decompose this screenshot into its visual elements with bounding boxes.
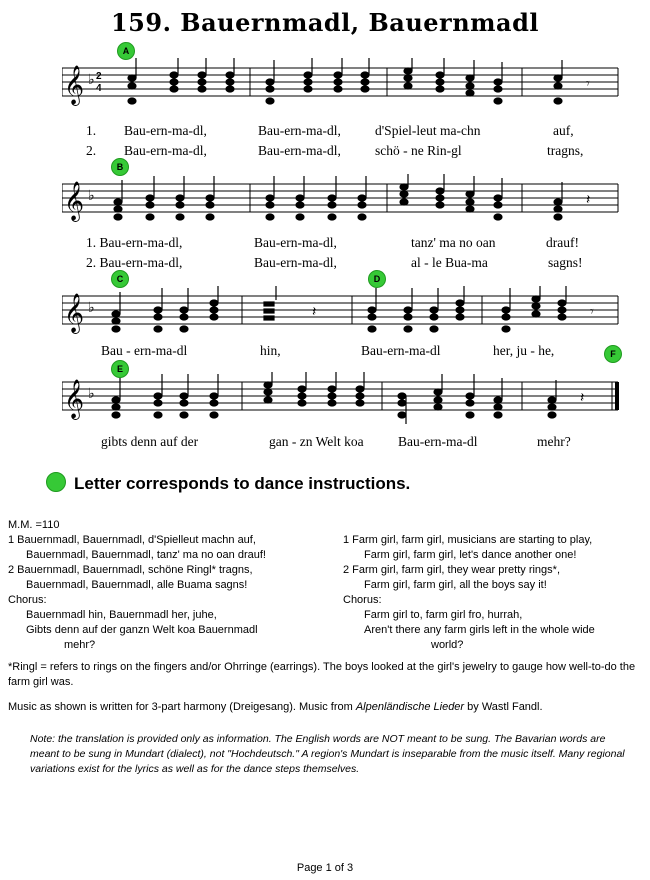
marker-E: E <box>111 360 129 378</box>
lyric-s1-v2-d: tragns, <box>547 143 584 158</box>
lyric-s2-v1-a: 1. Bau-ern-ma-dl, <box>86 235 183 250</box>
german-line: 2 Bauernmadl, Bauernmadl, schöne Ringl* tragns, <box>8 564 253 576</box>
german-line: Gibts denn auf der ganzn Welt koa Bauernmadl <box>26 624 258 636</box>
german-lyrics <box>8 533 266 653</box>
lyric-s4-b: gan - zn Welt koa <box>269 434 364 449</box>
green-dot-icon <box>46 472 66 492</box>
english-line: 1 Farm girl, farm girl, musicians are starting to play, <box>343 534 593 546</box>
lyric-s3-b: hin, <box>260 343 281 358</box>
lyric-s4-a: gibts denn auf der <box>101 434 199 449</box>
svg-text:♭: ♭ <box>88 299 95 315</box>
svg-text:4: 4 <box>96 83 102 94</box>
english-lyrics <box>343 533 595 653</box>
treble-clef-icon: 𝄞 <box>64 65 85 105</box>
footnote: *Ringl = refers to rings on the fingers and/or Ohrringe (earrings). The boys looked at the girl's jewelry to gauge how well-to-do the farm girl was. <box>8 661 636 688</box>
lyric-s2-v2-d: sagns! <box>548 255 583 270</box>
english-line: Farm girl, farm girl, let's dance another one! <box>364 549 577 561</box>
svg-text:𝄽: 𝄽 <box>580 389 585 405</box>
svg-text:2: 2 <box>96 71 102 82</box>
page-number: Page 1 of 3 <box>296 862 354 874</box>
lyric-s2-v1-b: Bau-ern-ma-dl, <box>254 235 337 250</box>
lyric-s4-c: Bau-ern-ma-dl <box>398 434 478 449</box>
english-line: Aren't there any farm girls left in the whole wide <box>364 624 595 636</box>
lyric-s2-v1-d: drauf! <box>546 235 579 250</box>
staff-system-3 <box>62 286 622 346</box>
lyric-s1-v2-a: Bau-ern-ma-dl, <box>124 143 207 158</box>
legend-text: Letter corresponds to dance instructions. <box>74 474 411 493</box>
lyric-s3-d: her, ju - he, <box>493 343 555 358</box>
chord <box>128 58 136 104</box>
staff-system-2 <box>62 174 622 234</box>
lyric-s2-v2-c: al - le Bua-ma <box>411 255 488 270</box>
lyric-s3-c: Bau-ern-ma-dl <box>361 343 441 358</box>
svg-text:𝄽: 𝄽 <box>586 191 591 207</box>
lyric-s1-v1-num: 1. <box>86 123 97 138</box>
lyric-s3-a: Bau - ern-ma-dl <box>101 343 188 358</box>
svg-text:♭: ♭ <box>88 71 95 87</box>
marker-F: F <box>604 345 622 363</box>
lyric-s1-v1-a: Bau-ern-ma-dl, <box>124 123 207 138</box>
english-line: world? <box>431 639 464 651</box>
marker-D: D <box>368 270 386 288</box>
lyric-s1-v1-c: d'Spiel-leut ma-chn <box>375 123 481 138</box>
english-line: 2 Farm girl, farm girl, they wear pretty rings*, <box>343 564 561 576</box>
svg-text:♭: ♭ <box>88 385 95 401</box>
staff-system-1 <box>62 58 622 118</box>
lyric-s1-v2-num: 2. <box>86 143 97 158</box>
lyric-s1-v2-b: Bau-ern-ma-dl, <box>258 143 341 158</box>
music-source-text: Music as shown is written for 3-part harmony (Dreigesang). Music from <box>8 701 356 713</box>
german-line: Bauernmadl, Bauernmadl, tanz' ma no oan drauf! <box>26 549 266 561</box>
marker-A: A <box>117 42 135 60</box>
treble-clef-icon: 𝄞 <box>64 181 85 221</box>
treble-clef-icon: 𝄞 <box>64 379 85 419</box>
german-line: Bauernmadl, Bauernmadl, alle Buama sagns! <box>26 579 248 591</box>
chorus-heading: Chorus: <box>8 594 47 606</box>
music-source-book: Alpenländische Lieder <box>355 701 465 713</box>
lyric-s1-v1-b: Bau-ern-ma-dl, <box>258 123 341 138</box>
chorus-heading: Chorus: <box>343 594 382 606</box>
svg-text:𝄾: 𝄾 <box>590 303 594 319</box>
german-line: Bauernmadl hin, Bauernmadl her, juhe, <box>26 609 217 621</box>
english-line: Farm girl, farm girl, all the boys say it! <box>364 579 547 591</box>
lyric-s2-v2-a: 2. Bau-ern-ma-dl, <box>86 255 183 270</box>
lyric-s2-v1-c: tanz' ma no oan <box>411 235 496 250</box>
staff-system-4 <box>62 372 622 432</box>
music-source-text-end: by Wastl Fandl. <box>464 701 543 713</box>
marker-B: B <box>111 158 129 176</box>
song-title: 159. Bauernmadl, Bauernmadl <box>110 8 539 37</box>
legend <box>46 472 410 494</box>
svg-text:𝄽: 𝄽 <box>312 303 317 319</box>
tempo: M.M. =110 <box>8 519 60 531</box>
translation-note: Note: the translation is provided only as information. The English words are NOT meant to be sung. The Bavarian words are meant to be sung in Mundart (dialect), not "Hochdeutsch." A region's Mundart is inseparable from the music itself. Many regional variations exist for the lyrics as well as for the dance steps themselves. <box>30 733 625 775</box>
lyric-s4-d: mehr? <box>537 434 571 449</box>
german-line: mehr? <box>64 639 96 651</box>
svg-text:♭: ♭ <box>88 187 95 203</box>
lyric-s1-v2-c: schö - ne Rin-gl <box>375 143 462 158</box>
marker-C: C <box>111 270 129 288</box>
treble-clef-icon: 𝄞 <box>64 293 85 333</box>
music-source <box>8 700 644 715</box>
english-line: Farm girl to, farm girl fro, hurrah, <box>364 609 523 621</box>
svg-text:𝄾: 𝄾 <box>586 75 590 91</box>
german-line: 1 Bauernmadl, Bauernmadl, d'Spielleut machn auf, <box>8 534 256 546</box>
lyric-s2-v2-b: Bau-ern-ma-dl, <box>254 255 337 270</box>
lyric-s1-v1-d: auf, <box>553 123 574 138</box>
